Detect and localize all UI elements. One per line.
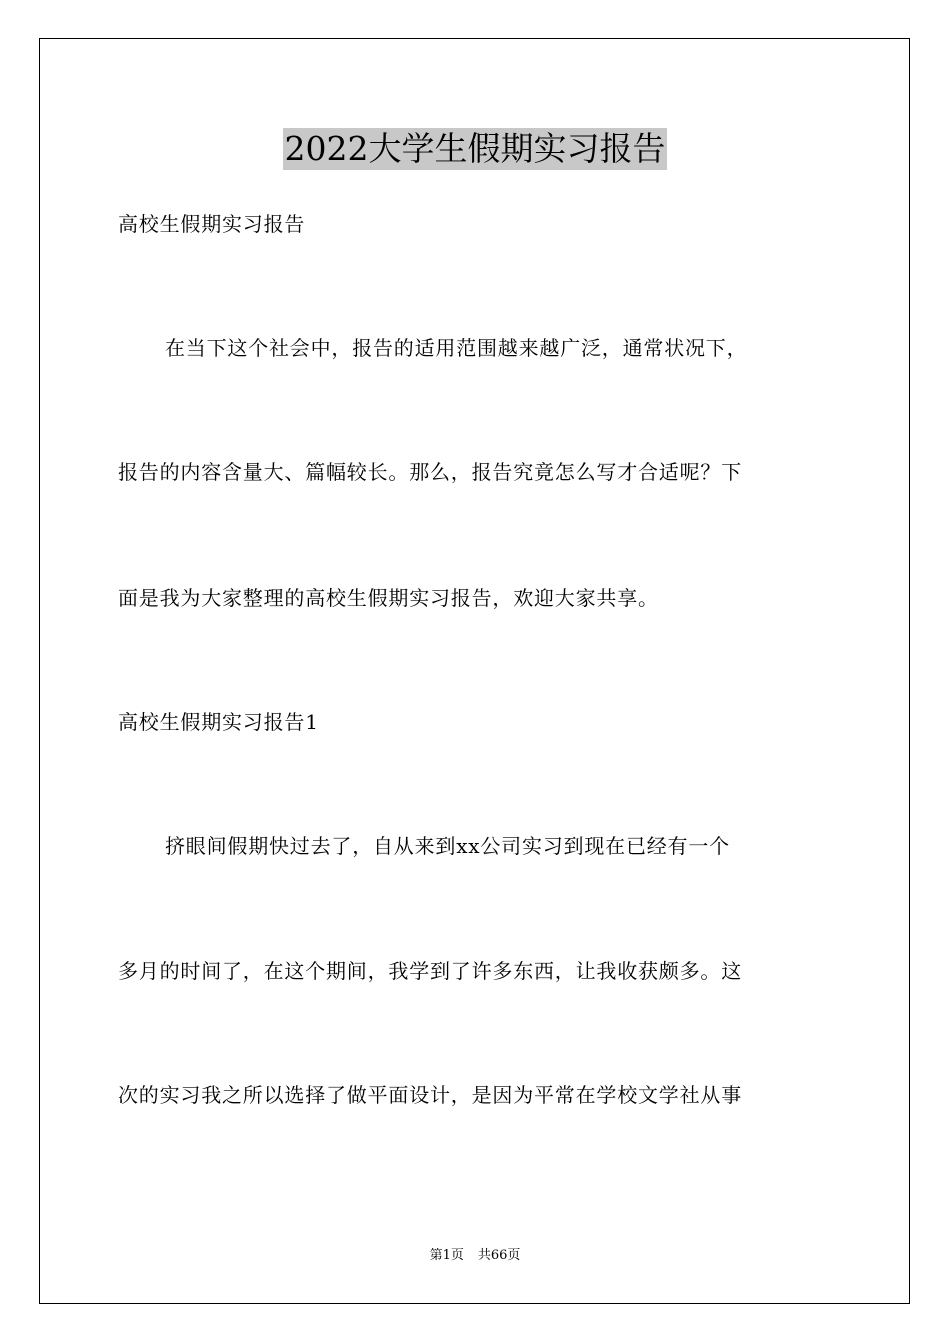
paragraph-line: 在当下这个社会中，报告的适用范围越来越广泛，通常状况下， [165,336,748,360]
paragraph-line: 面是我为大家整理的高校生假期实习报告，欢迎大家共享。 [118,586,659,610]
paragraph-line: 次的实习我之所以选择了做平面设计，是因为平常在学校文学社从事 [118,1083,742,1107]
page-number: 第1页 [429,1248,464,1263]
paragraph-line: 报告的内容含量大、篇幅较长。那么，报告究竟怎么写才合适呢？下 [118,460,742,484]
paragraph-line: 挤眼间假期快过去了，自从来到xx公司实习到现在已经有一个 [165,834,730,858]
page-footer [0,1247,950,1265]
document-title: 2022大学生假期实习报告 [284,129,666,168]
paragraph-line: 多月的时间了，在这个期间，我学到了许多东西，让我收获颇多。这 [118,959,742,983]
section-heading: 高校生假期实习报告1 [118,710,319,734]
page-total: 共66页 [477,1248,521,1263]
title-container [0,128,950,170]
subtitle-line: 高校生假期实习报告 [118,212,306,236]
